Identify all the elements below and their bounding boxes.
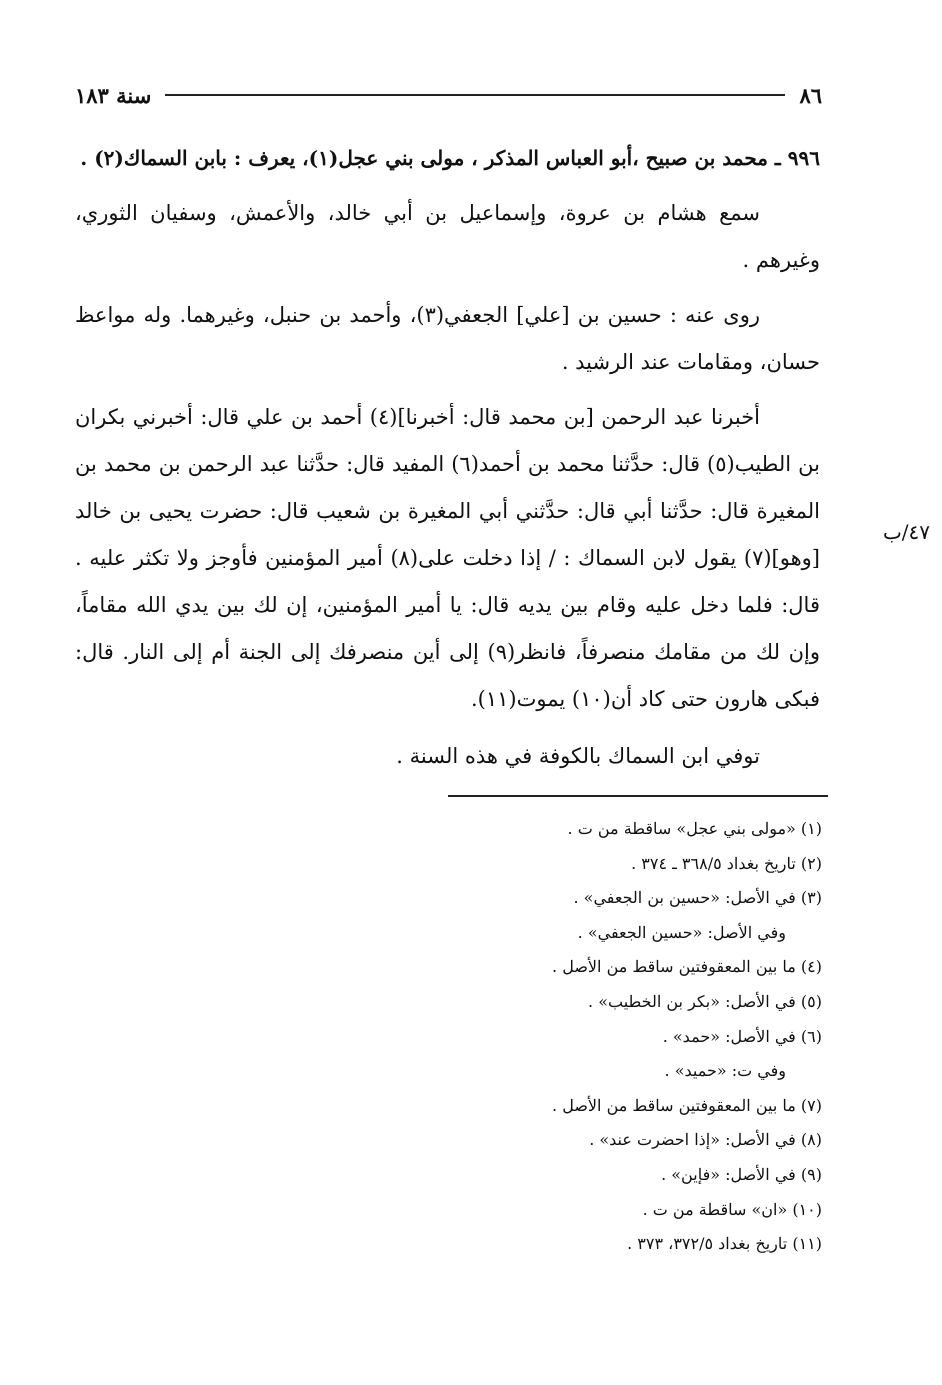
page-number: ٨٦: [799, 82, 822, 108]
footnote: (١٠) «ان» ساقطة من ت .: [642, 1199, 822, 1219]
footnote: (٣) في الأصل: «حسين بن الجعفي» .: [573, 888, 822, 908]
footnote: (٨) في الأصل: «إذا احضرت عند» .: [589, 1130, 822, 1150]
paragraph-narrators: روى عنه : حسين بن [علي] الجعفي(٣)، وأحمد بن حنبل، وغيرهما. وله مواعظ حسان، ومقامات عند الرشيد .: [75, 303, 820, 374]
paragraph-teachers: سمع هشام بن عروة، وإسماعيل بن أبي خالد، والأعمش، وسفيان الثوري، وغيرهم .: [75, 201, 820, 272]
entry-heading: ٩٩٦ ـ محمد بن صبيح ،أبو العباس المذكر ، مولى بني عجل(١)، يعرف : بابن السماك(٢) .: [80, 146, 820, 170]
main-text: [75, 135, 820, 788]
footnote-continuation: وفي ت: «حميد» .: [664, 1061, 786, 1081]
running-header: [75, 80, 822, 110]
footnote: (٧) ما بين المعقوفتين ساقط من الأصل .: [552, 1095, 822, 1115]
folio-margin-note: ٤٧/ب: [882, 520, 930, 544]
footnote: (٥) في الأصل: «بكر بن الخطيب» .: [588, 991, 822, 1011]
footnote: (٩) في الأصل: «فإين» .: [661, 1164, 822, 1184]
footnote: (٦) في الأصل: «حمد» .: [662, 1026, 822, 1046]
footnote: (٤) ما بين المعقوفتين ساقط من الأصل .: [552, 957, 822, 977]
header-rule: [165, 94, 785, 96]
paragraph-death: توفي ابن السماك بالكوفة في هذه السنة .: [396, 744, 760, 768]
footnote-divider: [448, 795, 828, 797]
footnotes: [440, 812, 822, 1262]
footnote-continuation: وفي الأصل: «حسين الجعفي» .: [577, 922, 786, 942]
footnote: (١) «مولى بني عجل» ساقطة من ت .: [567, 819, 822, 838]
paragraph-narration: أخبرنا عبد الرحمن [بن محمد قال: أخبرنا](٤) أحمد بن علي قال: أخبرني بكران بن الطيب(٥) قال: حدَّثنا محمد بن أحمد(٦) المفيد قال: حدَّثنا عبد الرحمن بن محمد بن المغيرة قال: حدَّثنا أبي قال: حدَّثني أبي المغيرة بن شعيب قال: حضرت يحيى بن خالد [وهو](٧) يقول لابن السماك : / إذا دخلت على(٨) أمير المؤمنين فأوجز ولا تكثر عليه . قال: فلما دخل عليه وقام بين يديه قال: يا أمير المؤمنين، إن لك بين يدي الله مقاماً، وإن لك من مقامك منصرفاً، فانظر(٩) إلى أين منصرفك إلى الجنة أم إلى النار. قال: فبكى هارون حتى كاد أن(١٠) يموت(١١).: [75, 405, 820, 711]
year-label: سنة ١٨٣: [75, 82, 152, 108]
footnote: (٢) تاريخ بغداد ٣٦٨/٥ ـ ٣٧٤ .: [631, 853, 822, 873]
footnote: (١١) تاريخ بغداد ٣٧٢/٥، ٣٧٣ .: [627, 1234, 822, 1254]
